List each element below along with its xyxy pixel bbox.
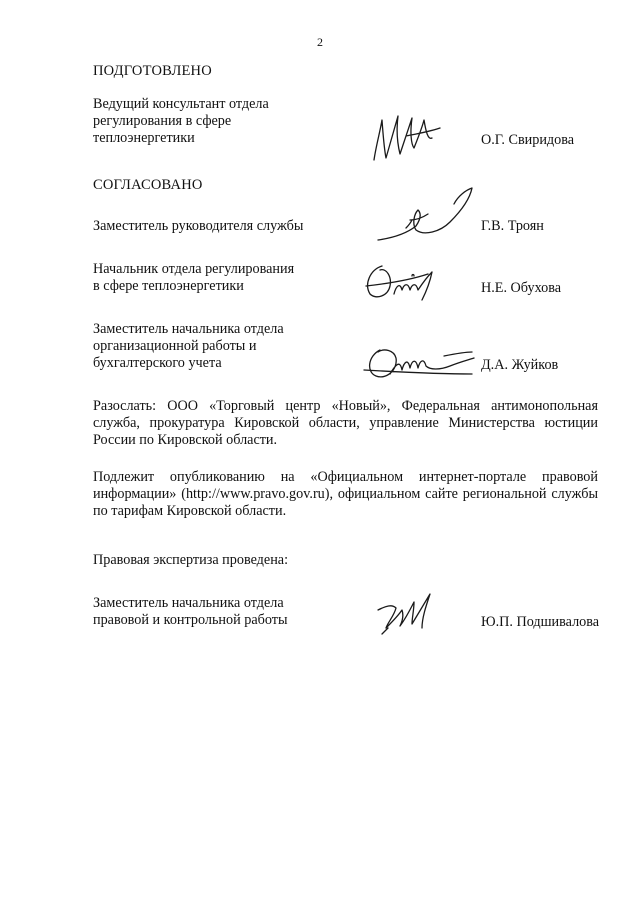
publication-text: Подлежит опубликованию на «Официальном интернет-портале правовой информации» (http://www.pravo.gov.ru), официальном сайте региональной службы по тарифам Кировской области. xyxy=(93,469,598,519)
position-line: бухгалтерского учета xyxy=(93,355,222,371)
position-line: теплоэнергетики xyxy=(93,130,195,146)
signatory-position xyxy=(93,218,343,235)
signature-sviridova xyxy=(366,108,446,170)
position-line: Заместитель руководителя службы xyxy=(93,218,304,234)
signatory-name: Д.А. Жуйков xyxy=(481,357,559,373)
legal-review-text: Правовая экспертиза проведена: xyxy=(93,552,289,568)
position-line: в сфере теплоэнергетики xyxy=(93,278,244,294)
page-number: 2 xyxy=(317,35,323,49)
prepared-heading: ПОДГОТОВЛЕНО xyxy=(93,63,212,79)
signatory-name: Н.Е. Обухова xyxy=(481,280,562,296)
signatory-position xyxy=(93,321,343,372)
position-line: Начальник отдела регулирования xyxy=(93,261,295,277)
signature-obukhova xyxy=(360,256,450,306)
prepared-position xyxy=(93,96,343,147)
signatory-position xyxy=(93,261,343,295)
signature-zhuikov xyxy=(360,340,480,386)
signature-podshivalova xyxy=(372,588,438,640)
position-line: Заместитель начальника отдела xyxy=(93,321,284,337)
position-line: регулирования в сфере xyxy=(93,113,232,129)
signature-troyan xyxy=(370,180,480,252)
signatory-name: Г.В. Троян xyxy=(481,218,544,234)
position-line: Заместитель начальника отдела xyxy=(93,595,284,611)
legal-review-name: Ю.П. Подшивалова xyxy=(481,614,600,630)
legal-review-position xyxy=(93,595,343,629)
prepared-name: О.Г. Свиридова xyxy=(481,132,575,148)
distribution-text: Разослать: ООО «Торговый центр «Новый», Федеральная антимонопольная служба, прокуратура Кировской области, управление Министерства юстиции России по Кировской области. xyxy=(93,398,598,448)
position-line: Ведущий консультант отдела xyxy=(93,96,269,112)
position-line: правовой и контрольной работы xyxy=(93,612,288,628)
position-line: организационной работы и xyxy=(93,338,257,354)
agreed-heading: СОГЛАСОВАНО xyxy=(93,177,203,193)
